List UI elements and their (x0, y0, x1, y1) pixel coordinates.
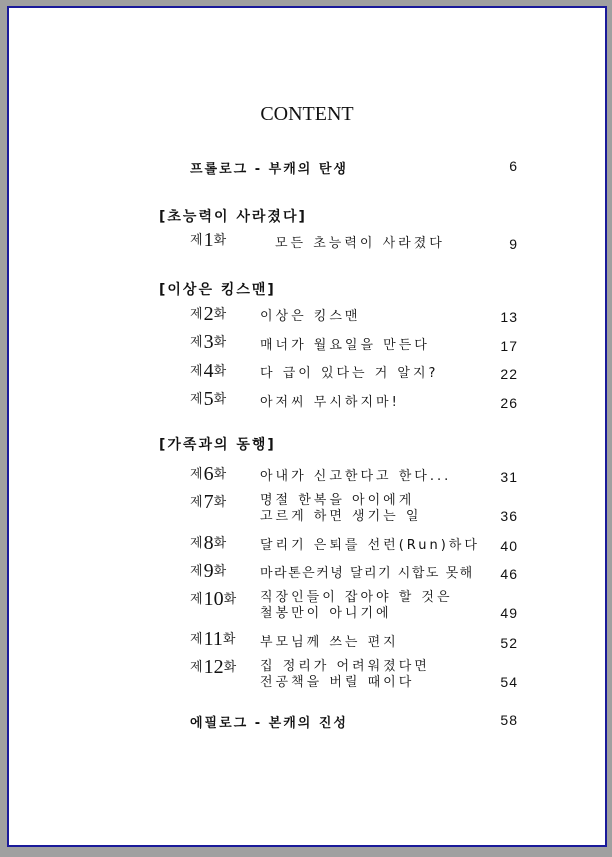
chapter-label: 제11화 (190, 628, 237, 650)
chapter-page: 26 (500, 395, 518, 411)
chapter-page: 17 (500, 338, 518, 354)
chapter-page: 46 (500, 566, 518, 582)
document-page (7, 6, 607, 847)
chapter-label: 제1화 (190, 229, 228, 251)
chapter-title: 명절 한복을 아이에게 고르게 하면 생기는 일 (260, 493, 422, 524)
section-heading: [초능력이 사라졌다] (159, 209, 307, 225)
chapter-label: 제12화 (190, 656, 238, 678)
section-heading: [이상은 킹스맨] (159, 282, 276, 298)
chapter-title: 집 정리가 어려워졌다면 전공책을 버릴 때이다 (260, 659, 430, 690)
chapter-title: 모든 초능력이 사라졌다 (275, 236, 445, 251)
chapter-label: 제8화 (190, 532, 228, 554)
chapter-title: 다 급이 있다는 거 알지? (260, 366, 439, 381)
section-heading: [가족과의 동행] (159, 437, 276, 453)
chapter-page: 40 (500, 538, 518, 554)
chapter-title: 매너가 월요일을 만든다 (260, 338, 430, 353)
prologue-page: 6 (509, 158, 518, 174)
chapter-page: 9 (509, 236, 518, 252)
chapter-page: 36 (500, 508, 518, 524)
chapter-label: 제9화 (190, 560, 228, 582)
chapter-label: 제7화 (190, 491, 228, 513)
chapter-page: 22 (500, 366, 518, 382)
chapter-title: 아저씨 무시하지마! (260, 395, 400, 410)
chapter-label: 제3화 (190, 331, 228, 353)
chapter-label: 제10화 (190, 588, 238, 610)
chapter-title: 이상은 킹스맨 (260, 309, 361, 324)
chapter-page: 13 (500, 309, 518, 325)
chapter-page: 31 (500, 469, 518, 485)
page-title: CONTENT (260, 103, 354, 125)
chapter-page: 54 (500, 674, 518, 690)
epilogue-page: 58 (500, 712, 518, 728)
chapter-label: 제4화 (190, 360, 228, 382)
chapter-title: 아내가 신고한다고 한다... (260, 469, 452, 484)
chapter-title: 마라톤은커녕 달리기 시합도 못해 (260, 566, 474, 581)
prologue-label: 프롤로그 - 부캐의 탄생 (190, 162, 348, 177)
epilogue-label: 에필로그 - 본캐의 진성 (190, 716, 348, 731)
chapter-label: 제5화 (190, 388, 228, 410)
chapter-title: 직장인들이 잡아야 할 것은 철봉만이 아니기에 (260, 590, 453, 621)
chapter-title: 부모님께 쓰는 편지 (260, 635, 399, 650)
chapter-title: 달리기 은퇴를 선런(Run)하다 (260, 538, 480, 553)
chapter-label: 제2화 (190, 303, 228, 325)
chapter-page: 49 (500, 605, 518, 621)
chapter-label: 제6화 (190, 463, 228, 485)
chapter-page: 52 (500, 635, 518, 651)
